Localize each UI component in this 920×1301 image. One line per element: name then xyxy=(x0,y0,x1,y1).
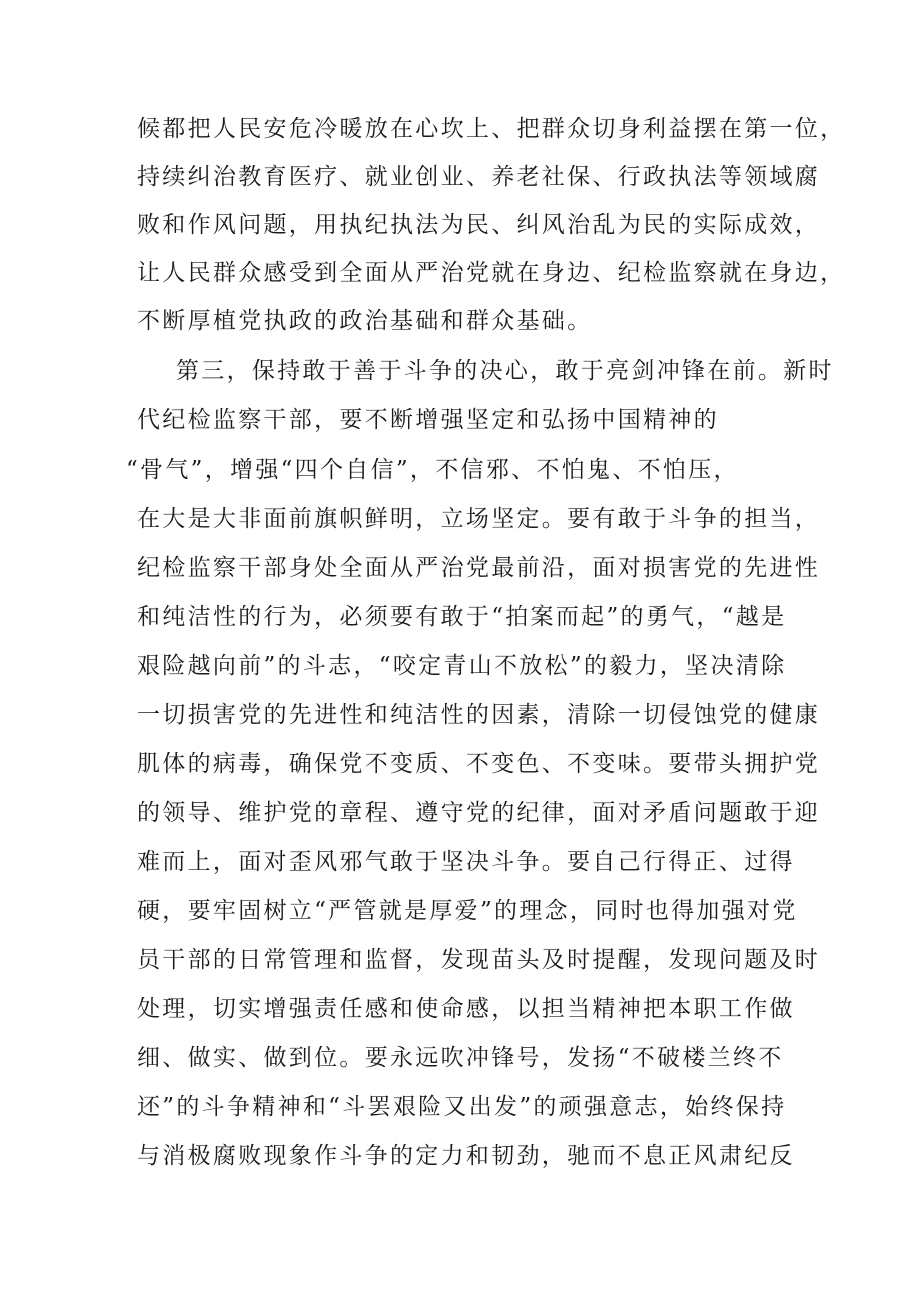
text-line: 艰险越向前”的斗志，“咬定青山不放松”的毅力，坚决清除 xyxy=(137,653,787,679)
text-line: “骨气”，增强“四个自信”，不信邪、不怕鬼、不怕压， xyxy=(126,457,739,483)
text-line: 一切损害党的先进性和纯洁性的因素，清除一切侵蚀党的健康 xyxy=(137,702,821,728)
text-line: 硬，要牢固树立“严管就是厚爱”的理念，同时也得加强对党 xyxy=(137,898,798,924)
text-line: 持续纠治教育医疗、就业创业、养老社保、行政执法等领域腐 xyxy=(137,164,821,190)
text-line: 难而上，面对歪风邪气敢于坚决斗争。要自己行得正、过得 xyxy=(137,849,795,875)
text-line: 和纯洁性的行为，必须要有敢于“拍案而起”的勇气，“越是 xyxy=(137,604,787,630)
text-line: 员干部的日常管理和监督，发现苗头及时提醒，发现问题及时 xyxy=(137,947,821,973)
text-line: 细、做实、做到位。要永远吹冲锋号，发扬“不破楼兰终不 xyxy=(137,1045,784,1071)
text-line: 让人民群众感受到全面从严治党就在身边、纪检监察就在身边， xyxy=(137,260,846,286)
text-line: 肌体的病毒，确保党不变质、不变色、不变味。要带头拥护党 xyxy=(137,751,821,777)
text-line: 在大是大非面前旗帜鲜明，立场坚定。要有敢于斗争的担当， xyxy=(137,506,821,532)
text-line: 候都把人民安危冷暖放在心坎上、把群众切身利益摆在第一位， xyxy=(137,116,846,142)
text-line: 不断厚植党执政的政治基础和群众基础。 xyxy=(137,308,593,334)
text-line: 纪检监察干部身处全面从严治党最前沿，面对损害党的先进性 xyxy=(137,555,821,581)
text-line: 的领导、维护党的章程、遵守党的纪律，面对矛盾问题敢于迎 xyxy=(137,800,821,826)
text-line: 处理，切实增强责任感和使命感，以担当精神把本职工作做 xyxy=(137,996,795,1022)
text-line: 还”的斗争精神和“斗罢艰险又出发”的顽强意志，始终保持 xyxy=(137,1094,787,1120)
text-line: 与消极腐败现象作斗争的定力和韧劲，驰而不息正风肃纪反 xyxy=(137,1143,795,1169)
text-line: 第三，保持敢于善于斗争的决心，敢于亮剑冲锋在前。新时 xyxy=(176,358,834,384)
text-line: 代纪检监察干部，要不断增强坚定和弘扬中国精神的 xyxy=(137,407,719,433)
text-line: 败和作风问题，用执纪执法为民、纠风治乱为民的实际成效， xyxy=(137,212,821,238)
